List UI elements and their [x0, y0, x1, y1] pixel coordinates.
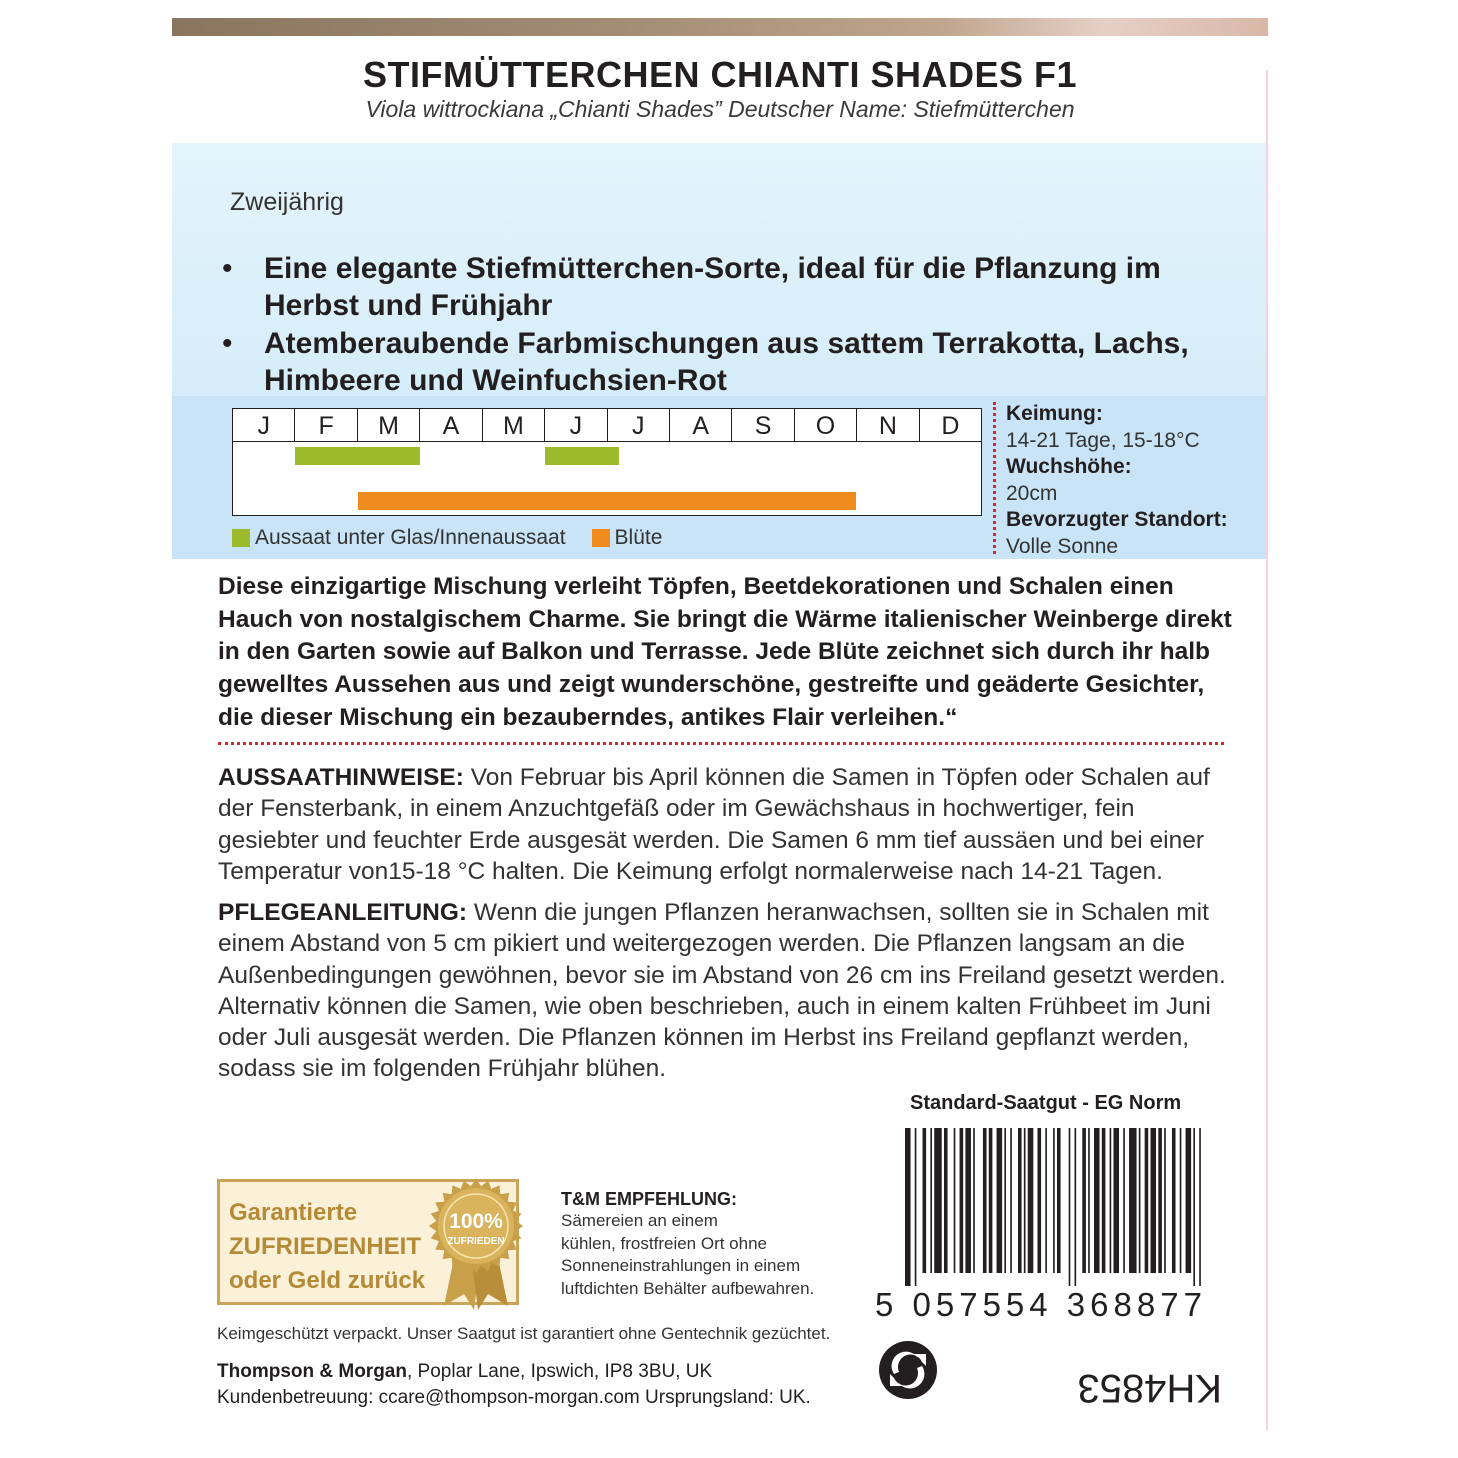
barcode-bar — [983, 1128, 987, 1273]
month-label: A — [670, 409, 732, 441]
height-value: 20cm — [1006, 481, 1058, 505]
seed-standard: Standard-Saatgut - EG Norm — [910, 1092, 1182, 1114]
location-label: Bevorzugter Standort: — [1006, 508, 1228, 531]
barcode-bar — [934, 1128, 941, 1273]
height-label: Wuchshöhe: — [1006, 455, 1132, 478]
barcode-bar — [1110, 1128, 1112, 1273]
barcode-number: 5 057554 368877 — [875, 1286, 1207, 1323]
legend-label-bloom: Blüte — [614, 526, 663, 549]
support-line: Kundenbetreuung: ccare@thompson-morgan.com Ursprungsland: UK. — [217, 1387, 811, 1408]
month-label: A — [420, 409, 482, 441]
sowing-bar — [295, 447, 420, 465]
sowing-bar — [545, 447, 620, 465]
barcode-bar — [905, 1128, 911, 1286]
product-description: Diese einzigartige Mischung verleiht Töpfen, Beetdekorationen und Schalen einen Hauch von nostalgischem Charme. Sie bringt die Wärme italienischer Weinberge direkt in den Garten sowie auf Balkon und Terrasse. Jede Blüte zeichnet sich durch ihr halb gewelltes Aussehen aus und zeigt wunderschöne, gestreifte und geäderte Gesichter, die dieser Mischung ein bezauberndes, antikes Flair verleihen.“ — [218, 573, 1232, 731]
barcode-bar — [1113, 1128, 1119, 1273]
barcode-bar — [1037, 1128, 1041, 1273]
company-name: Thompson & Morgan — [217, 1361, 407, 1382]
header-photo-strip — [172, 18, 1268, 36]
barcode-bar — [965, 1128, 971, 1273]
sowing-heading: AUSSAATHINWEISE: — [218, 764, 464, 791]
bloom-bar — [358, 492, 857, 510]
guarantee-line2: ZUFRIEDENHEIT — [229, 1233, 421, 1260]
gmo-note: Keimgeschützt verpackt. Unser Saatgut ist garantiert ohne Gentechnik gezüchtet. — [217, 1324, 831, 1343]
legend-label-sowing: Aussaat unter Glas/Innenaussaat — [255, 526, 566, 549]
barcode-bar — [923, 1128, 927, 1273]
germination-value: 14-21 Tage, 15-18°C — [1006, 428, 1200, 452]
feature-item: • Atemberaubende Farbmischungen aus sattem Terrakotta, Lachs, Himbeere und Weinfuchsien-Rot — [222, 325, 1242, 399]
barcode-bar — [1094, 1128, 1100, 1273]
gold-seal-icon — [428, 1178, 524, 1310]
barcode-bar — [1018, 1128, 1022, 1273]
barcode-bar — [973, 1128, 975, 1273]
barcode-bar — [1129, 1128, 1136, 1273]
barcode-bar — [1172, 1128, 1176, 1273]
month-label: M — [358, 409, 420, 441]
barcode-bar — [1199, 1128, 1201, 1286]
care-instructions — [218, 897, 1228, 1085]
barcode-bar — [960, 1128, 964, 1273]
month-label: J — [608, 409, 670, 441]
month-label: D — [941, 412, 960, 440]
barcode-bar — [989, 1128, 993, 1273]
barcode-bar — [1024, 1128, 1026, 1273]
barcode-bar — [1164, 1128, 1166, 1273]
legend-bloom — [592, 526, 663, 550]
seal-percent: 100% — [449, 1210, 503, 1233]
care-text: Wenn die jungen Pflanzen heranwachsen, sollten sie in Schalen mit einem Abstand von 5 cm pikiert und weitergezogen werden. Die Pflanzen langsam an die Außenbedingungen gewöhnen, bevor sie im Abstand von 26 cm ins Freiland gesetzt werden. Alternativ können die Samen, wie oben beschrieben, auch in einem kalten Frühbeet im Juni oder Juli ausgesät werden. Die Pflanzen können im Herbst ins Freiland gepflanzt werden, sodass sie im folgenden Frühjahr blühen. — [218, 899, 1226, 1083]
calendar-months — [233, 409, 981, 442]
barcode-bar — [954, 1128, 956, 1273]
month-label: J — [233, 409, 295, 441]
guarantee-line1: Garantierte — [229, 1199, 358, 1226]
month-label: N — [857, 409, 919, 441]
barcode-bar — [930, 1128, 932, 1273]
product-title: STIFMÜTTERCHEN CHIANTI SHADES F1 — [362, 54, 1077, 95]
guarantee-line3: oder Geld zurück — [229, 1267, 426, 1294]
barcode-bar — [1053, 1128, 1055, 1273]
sowing-calendar — [232, 408, 982, 516]
barcode-bar — [1158, 1128, 1162, 1273]
location-value: Volle Sonne — [1006, 534, 1119, 558]
calendar-legend — [232, 526, 688, 550]
legend-swatch-bloom — [592, 529, 610, 547]
barcode-bar — [1075, 1128, 1077, 1286]
recycle-icon — [878, 1340, 938, 1400]
recommendation-line: luftdichten Behälter aufbewahren. — [561, 1278, 815, 1298]
sowing-instructions — [218, 762, 1228, 887]
month-label: F — [295, 409, 357, 441]
barcode-bar — [1193, 1128, 1195, 1286]
barcode-bar — [1123, 1128, 1125, 1273]
barcode-bar — [1186, 1128, 1192, 1273]
legend-sowing — [232, 526, 566, 550]
botanical-name: Viola wittrockiana „Chianti Shades” Deutscher Name: Stiefmütterchen — [365, 96, 1075, 122]
barcode-bar — [915, 1128, 917, 1286]
recommendation-line: Sämereien an einem — [561, 1211, 718, 1231]
trim-line — [1266, 70, 1268, 1430]
dotted-divider-horizontal — [218, 742, 1224, 745]
dotted-divider-vertical — [993, 402, 996, 554]
product-code: KH4853 — [1077, 1366, 1222, 1410]
barcode-bar — [1151, 1128, 1157, 1273]
barcode-bar — [1028, 1128, 1034, 1273]
germination-label: Keimung: — [1006, 402, 1103, 425]
recommendation-line: Sonneneinstrahlungen in einem — [561, 1256, 801, 1276]
growing-specs — [1006, 401, 1228, 560]
sowing-text: Von Februar bis April können die Samen in Töpfen oder Schalen auf der Fensterbank, in einem Anzuchtgefäß oder im Gewächshaus in hochwertiger, fein gesiebter und feuchter Erde ausgesät werden. Die Samen 6 mm tief aussäen und bei einer Temperatur von15-18 °C halten. Die Keimung erfolgt normalerweise nach 14-21 Tagen. — [218, 764, 1210, 885]
month-label: S — [732, 409, 794, 441]
barcode-bar — [1139, 1128, 1141, 1273]
barcode-bar — [1004, 1128, 1006, 1273]
barcode — [905, 1128, 1207, 1286]
recommendation-line: kühlen, frostfreien Ort ohne — [561, 1233, 768, 1253]
company-address — [217, 1359, 811, 1411]
storage-recommendation — [561, 1188, 814, 1300]
barcode-bar — [1057, 1128, 1061, 1273]
month-label: J — [545, 409, 607, 441]
barcode-bar — [997, 1128, 1003, 1273]
month-label: M — [483, 409, 545, 441]
barcode-bar — [1088, 1128, 1090, 1273]
feature-item: • Eine elegante Stiefmütterchen-Sorte, ideal für die Pflanzung im Herbst und Frühjahr — [222, 250, 1242, 324]
barcode-bar — [1180, 1128, 1182, 1273]
barcode-bar — [1010, 1128, 1012, 1273]
lifespan-label: Zweijährig — [230, 188, 344, 216]
care-heading: PFLEGEANLEITUNG: — [218, 899, 468, 926]
barcode-bar — [944, 1128, 948, 1273]
barcode-bar — [1145, 1128, 1149, 1273]
barcode-bar — [1045, 1128, 1047, 1273]
seal-label: ZUFRIEDEN — [447, 1236, 505, 1247]
feature-list — [222, 250, 1242, 400]
address-text: , Poplar Lane, Ipswich, IP8 3BU, UK — [406, 1361, 713, 1382]
barcode-bar — [1082, 1128, 1086, 1273]
recommendation-heading: T&M EMPFEHLUNG: — [561, 1189, 737, 1209]
month-label: O — [795, 409, 857, 441]
legend-swatch-sowing — [232, 529, 250, 547]
barcode-bar — [1069, 1128, 1071, 1286]
barcode-bar — [1102, 1128, 1106, 1273]
